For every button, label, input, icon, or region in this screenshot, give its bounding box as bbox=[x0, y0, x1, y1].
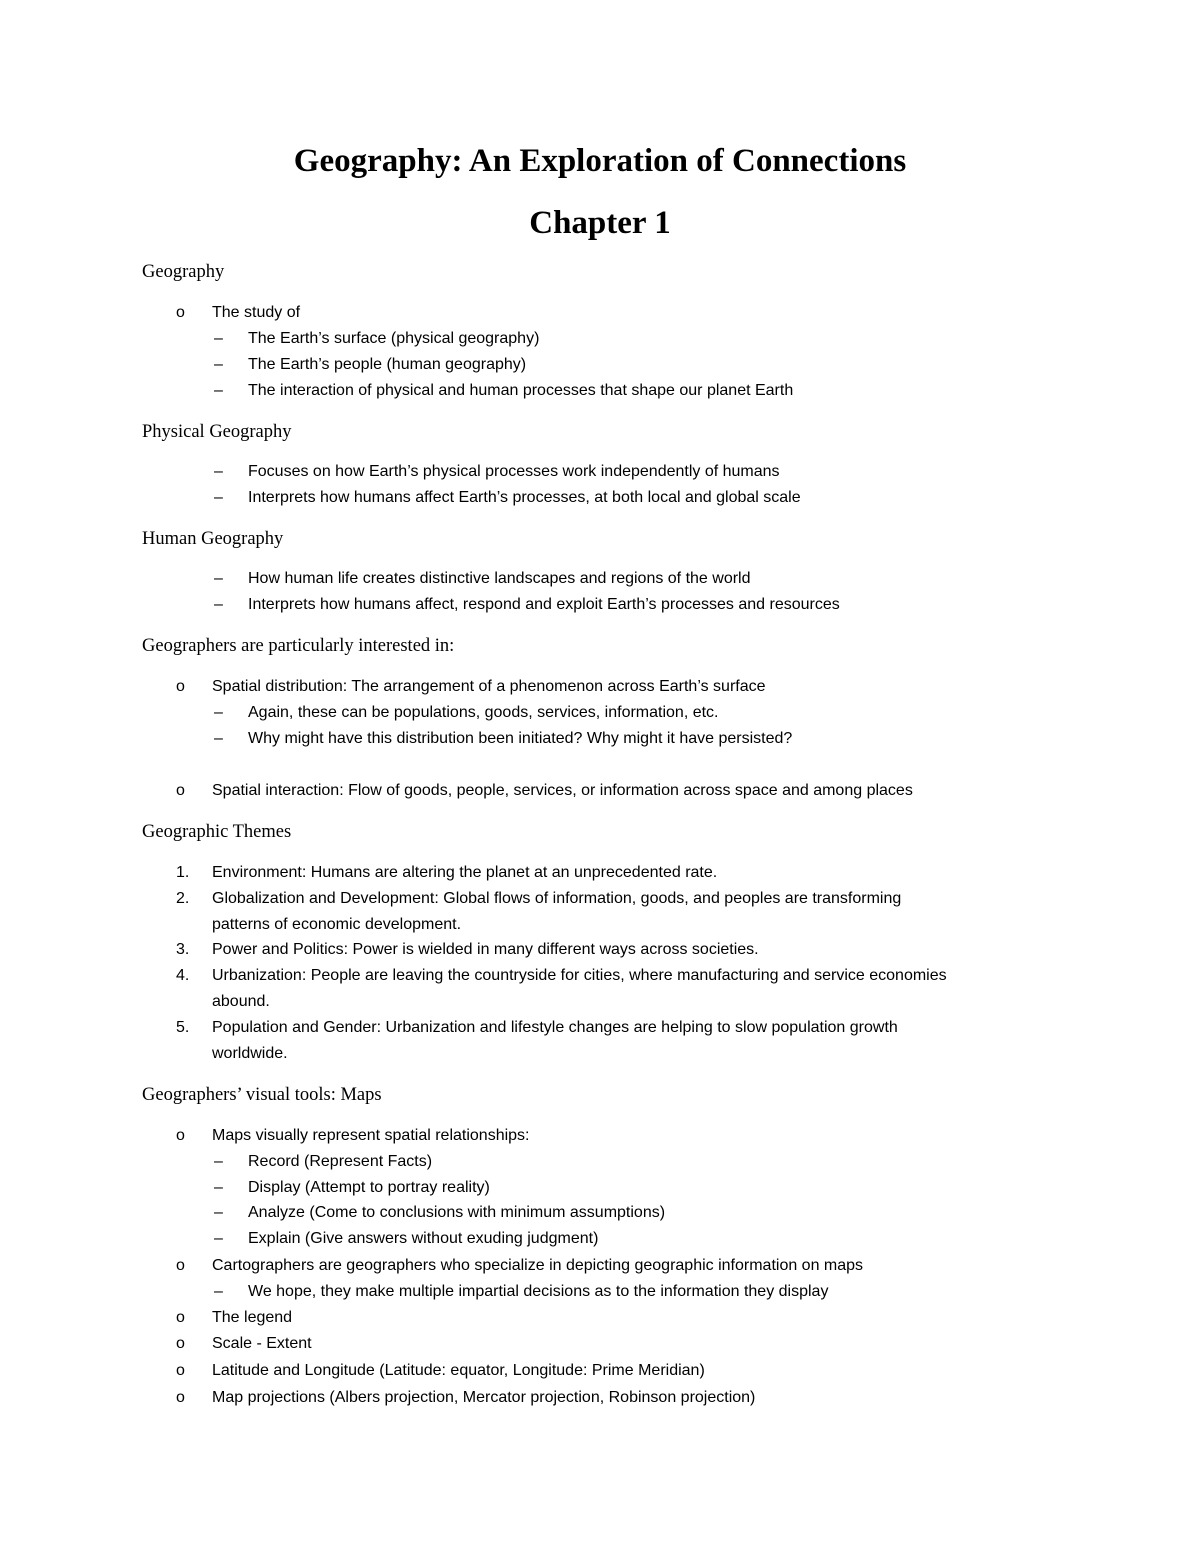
dash-bullet-icon: – bbox=[214, 356, 223, 373]
circle-bullet-icon: o bbox=[176, 1362, 185, 1379]
item-number: 2. bbox=[176, 890, 190, 907]
item-number: 4. bbox=[176, 967, 190, 984]
dash-bullet-icon: – bbox=[214, 1204, 223, 1221]
section-heading-human: Human Geography bbox=[142, 529, 284, 549]
dash-bullet-icon: – bbox=[214, 330, 223, 347]
dash-bullet-icon: – bbox=[214, 1283, 223, 1300]
dash-bullet-icon: – bbox=[214, 1179, 223, 1196]
item-number: 1. bbox=[176, 864, 190, 881]
dash-bullet-icon: – bbox=[214, 1153, 223, 1170]
document-page: Geography: An Exploration of Connections Chapter 1 Geography o The study of – The Earth’s surface (physical geography) – The Earth’s people (human geography) – The interaction of physical and human processes that shape our planet Earth Physical Geography – Focuses on how Earth’s physical processes work independently of humans – Interprets how humans affect Earth’s processes, at both local and global scale Human Geography – How human life creates distinctive landscapes and regions of the world – Interprets how humans affect, respond and exploit Earth’s processes and resources Geographers are particularly interested in: o Spatial distribution: The arrangement of a phenomenon across Earth’s surface – Again, these can be populations, goods, services, information, etc. – Why might have this distribution been initiated? Why might it have persisted? o Spatial interaction: Flow of goods, people, services, or information across space and among places Geographic Themes 1. Environment: Humans are altering the planet at an unprecedented rate. 2. Globalization and Development: Global flows of information, goods, and peoples are transforming patterns of economic development. 3. Power and Politics: Power is wielded in many different ways across societies. 4. Urbanization: People are leaving the countryside for cities, where manufacturing and service economies abound. 5. Population and Gender: Urbanization and lifestyle changes are helping to slow population growth worldwide. Geographers’ visual tools: Maps o Maps visually represent spatial relationships: – Record (Represent Facts) – Display (Attempt to portray reality) – Analyze (Come to conclusions with minimum assumptions) – Explain (Give answers without exuding judgment) o Cartographers are geographers who specialize in depicting geographic information on maps – We hope, they make multiple impartial decisions as to the information they display o The legend o Scale - Extent o Latitude and Longitude (Latitude: equator, Longitude: Prime Meridian) o Map projections (Albers projection, Mercator projection, Robinson projection) bbox=[0, 0, 1200, 1553]
circle-bullet-icon: o bbox=[176, 1257, 185, 1274]
section-heading-physical: Physical Geography bbox=[142, 422, 292, 442]
item-number: 5. bbox=[176, 1019, 190, 1036]
dash-bullet-icon: – bbox=[214, 489, 223, 506]
item-number: 3. bbox=[176, 941, 190, 958]
circle-bullet-icon: o bbox=[176, 1335, 185, 1352]
section-heading-maps: Geographers’ visual tools: Maps bbox=[142, 1085, 382, 1105]
section-heading-geography: Geography bbox=[142, 262, 225, 282]
dash-bullet-icon: – bbox=[214, 463, 223, 480]
circle-bullet-icon: o bbox=[176, 1389, 185, 1406]
circle-bullet-icon: o bbox=[176, 304, 185, 321]
dash-bullet-icon: – bbox=[214, 596, 223, 613]
document-title: Geography: An Exploration of Connections bbox=[293, 143, 907, 179]
circle-bullet-icon: o bbox=[176, 782, 185, 799]
dash-bullet-icon: – bbox=[214, 570, 223, 587]
dash-bullet-icon: – bbox=[214, 382, 223, 399]
dash-bullet-icon: – bbox=[214, 730, 223, 747]
circle-bullet-icon: o bbox=[176, 1127, 185, 1144]
section-heading-interests: Geographers are particularly interested in: bbox=[142, 636, 455, 656]
section-heading-themes: Geographic Themes bbox=[142, 822, 292, 842]
circle-bullet-icon: o bbox=[176, 678, 185, 695]
chapter-title: Chapter 1 bbox=[529, 205, 671, 241]
dash-bullet-icon: – bbox=[214, 704, 223, 721]
dash-bullet-icon: – bbox=[214, 1230, 223, 1247]
circle-bullet-icon: o bbox=[176, 1309, 185, 1326]
